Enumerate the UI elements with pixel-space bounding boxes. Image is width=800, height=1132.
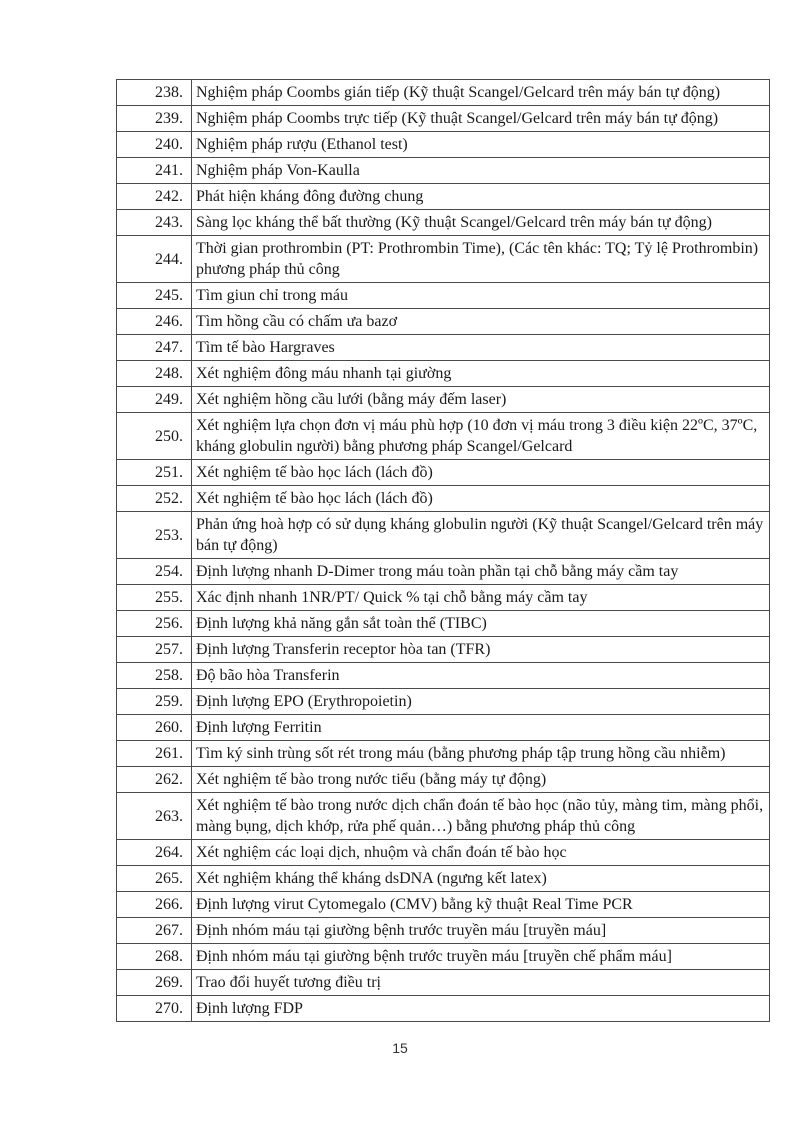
row-number: 256.: [117, 611, 192, 637]
table-row: [117, 132, 770, 158]
table-row: [117, 387, 770, 413]
row-text: Định nhóm máu tại giường bệnh trước truyền máu [truyền chế phẩm máu]: [192, 944, 770, 970]
row-text: Xét nghiệm hồng cầu lưới (bằng máy đếm laser): [192, 387, 770, 413]
table-row: [117, 361, 770, 387]
row-number: 267.: [117, 918, 192, 944]
row-text: Độ bão hòa Transferin: [192, 663, 770, 689]
row-text: Nghiệm pháp Coombs gián tiếp (Kỹ thuật Scangel/Gelcard trên máy bán tự động): [192, 80, 770, 106]
page-number: 15: [392, 1040, 408, 1056]
row-text: Xét nghiệm tế bào trong nước tiểu (bằng máy tự động): [192, 767, 770, 793]
table-row: [117, 413, 770, 460]
table-row: [117, 840, 770, 866]
row-text: Tìm ký sinh trùng sốt rét trong máu (bằng phương pháp tập trung hồng cầu nhiễm): [192, 741, 770, 767]
row-number: 260.: [117, 715, 192, 741]
row-number: 238.: [117, 80, 192, 106]
row-number: 252.: [117, 486, 192, 512]
row-text: Định lượng EPO (Erythropoietin): [192, 689, 770, 715]
table-row: [117, 559, 770, 585]
row-text: Xét nghiệm lựa chọn đơn vị máu phù hợp (10 đơn vị máu trong 3 điều kiện 22ºC, 37ºC, kháng globulin người) bằng phương pháp Scangel/Gelcard: [192, 413, 770, 460]
row-number: 262.: [117, 767, 192, 793]
table-row: [117, 585, 770, 611]
row-number: 255.: [117, 585, 192, 611]
table-row: [117, 689, 770, 715]
row-text: Xét nghiệm tế bào học lách (lách đồ): [192, 486, 770, 512]
table-row: [117, 460, 770, 486]
table-row: [117, 210, 770, 236]
row-number: 249.: [117, 387, 192, 413]
row-number: 242.: [117, 184, 192, 210]
row-text: Tìm hồng cầu có chấm ưa bazơ: [192, 309, 770, 335]
table-row: [117, 236, 770, 283]
row-text: Thời gian prothrombin (PT: Prothrombin Time), (Các tên khác: TQ; Tỷ lệ Prothrombin) phương pháp thủ công: [192, 236, 770, 283]
row-text: Phản ứng hoà hợp có sử dụng kháng globulin người (Kỹ thuật Scangel/Gelcard trên máy bán tự động): [192, 512, 770, 559]
row-number: 253.: [117, 512, 192, 559]
row-text: Định lượng khả năng gắn sắt toàn thể (TIBC): [192, 611, 770, 637]
table-row: [117, 184, 770, 210]
table-row: [117, 663, 770, 689]
row-text: Nghiệm pháp Coombs trực tiếp (Kỹ thuật Scangel/Gelcard trên máy bán tự động): [192, 106, 770, 132]
row-text: Xét nghiệm tế bào trong nước dịch chẩn đoán tế bào học (não tủy, màng tim, màng phổi, màng bụng, dịch khớp, rửa phế quản…) bằng phương pháp thủ công: [192, 793, 770, 840]
table-row: [117, 970, 770, 996]
row-number: 269.: [117, 970, 192, 996]
row-number: 245.: [117, 283, 192, 309]
table-row: [117, 80, 770, 106]
table-row: [117, 793, 770, 840]
row-number: 265.: [117, 866, 192, 892]
row-text: Định lượng Ferritin: [192, 715, 770, 741]
row-number: 258.: [117, 663, 192, 689]
row-number: 268.: [117, 944, 192, 970]
table-row: [117, 335, 770, 361]
table-row: [117, 944, 770, 970]
table-row: [117, 767, 770, 793]
row-text: Phát hiện kháng đông đường chung: [192, 184, 770, 210]
table-row: [117, 918, 770, 944]
row-number: 250.: [117, 413, 192, 460]
table-row: [117, 892, 770, 918]
table-row: [117, 715, 770, 741]
table-row: [117, 512, 770, 559]
row-text: Định nhóm máu tại giường bệnh trước truyền máu [truyền máu]: [192, 918, 770, 944]
table-row: [117, 158, 770, 184]
row-number: 270.: [117, 996, 192, 1022]
row-number: 264.: [117, 840, 192, 866]
row-text: Định lượng Transferin receptor hòa tan (TFR): [192, 637, 770, 663]
table-row: [117, 996, 770, 1022]
procedure-table: [116, 79, 770, 1022]
row-text: Xác định nhanh 1NR/PT/ Quick % tại chỗ bằng máy cầm tay: [192, 585, 770, 611]
row-text: Định lượng nhanh D-Dimer trong máu toàn phần tại chỗ bằng máy cầm tay: [192, 559, 770, 585]
row-text: Tìm tế bào Hargraves: [192, 335, 770, 361]
row-text: Nghiệm pháp Von-Kaulla: [192, 158, 770, 184]
row-text: Xét nghiệm kháng thể kháng dsDNA (ngưng kết latex): [192, 866, 770, 892]
row-text: Xét nghiệm tế bào học lách (lách đồ): [192, 460, 770, 486]
row-number: 266.: [117, 892, 192, 918]
row-number: 263.: [117, 793, 192, 840]
table-row: [117, 611, 770, 637]
table-row: [117, 283, 770, 309]
table-row: [117, 637, 770, 663]
row-text: Trao đổi huyết tương điều trị: [192, 970, 770, 996]
row-number: 243.: [117, 210, 192, 236]
row-text: Xét nghiệm đông máu nhanh tại giường: [192, 361, 770, 387]
row-number: 244.: [117, 236, 192, 283]
row-number: 241.: [117, 158, 192, 184]
row-number: 251.: [117, 460, 192, 486]
table-row: [117, 106, 770, 132]
row-number: 259.: [117, 689, 192, 715]
row-text: Sàng lọc kháng thể bất thường (Kỹ thuật Scangel/Gelcard trên máy bán tự động): [192, 210, 770, 236]
row-number: 246.: [117, 309, 192, 335]
row-number: 261.: [117, 741, 192, 767]
row-text: Định lượng FDP: [192, 996, 770, 1022]
row-number: 240.: [117, 132, 192, 158]
row-text: Nghiệm pháp rượu (Ethanol test): [192, 132, 770, 158]
row-text: Định lượng virut Cytomegalo (CMV) bằng kỹ thuật Real Time PCR: [192, 892, 770, 918]
row-number: 248.: [117, 361, 192, 387]
row-number: 247.: [117, 335, 192, 361]
table-row: [117, 486, 770, 512]
table-row: [117, 741, 770, 767]
table-row: [117, 309, 770, 335]
row-number: 239.: [117, 106, 192, 132]
row-text: Tìm giun chỉ trong máu: [192, 283, 770, 309]
procedure-table-body: [117, 80, 770, 1022]
row-number: 257.: [117, 637, 192, 663]
table-row: [117, 866, 770, 892]
row-text: Xét nghiệm các loại dịch, nhuộm và chẩn đoán tế bào học: [192, 840, 770, 866]
row-number: 254.: [117, 559, 192, 585]
